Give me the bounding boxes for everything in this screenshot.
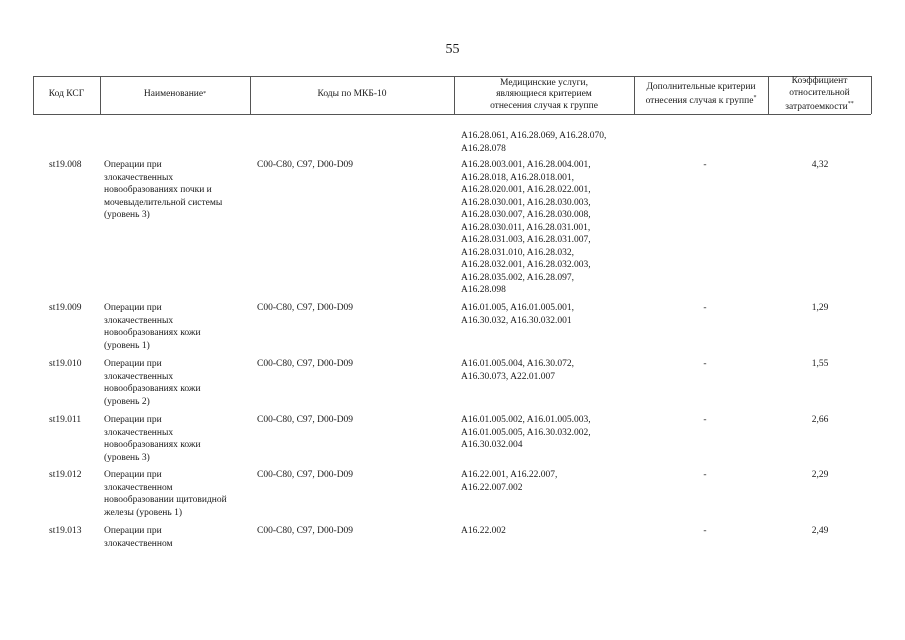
row-coefficient: 4,32 bbox=[811, 160, 829, 170]
row-name: Операции при злокачественных новообразованиях кожи (уровень 2) bbox=[104, 359, 201, 407]
row-extra-criteria: - bbox=[703, 160, 707, 170]
row-name: Операции при злокачественных новообразованиях почки и мочевыделительной системы (уровень 3) bbox=[104, 160, 223, 220]
table-header-bottom-rule bbox=[33, 114, 871, 115]
row-extra-criteria: - bbox=[703, 415, 707, 425]
row-services: A16.22.001, A16.22.007, A16.22.007.002 bbox=[461, 470, 558, 493]
row-code: st19.009 bbox=[49, 303, 82, 313]
row-name: Операции при злокачественных новообразованиях кожи (уровень 1) bbox=[104, 303, 201, 351]
row-services: A16.01.005.002, A16.01.005.003, A16.01.005.005, A16.30.032.002, A16.30.032.004 bbox=[461, 415, 591, 450]
page-number: 55 bbox=[445, 42, 460, 57]
row-services: A16.01.005.004, A16.30.072, A16.30.073, A22.01.007 bbox=[461, 359, 574, 382]
row-services: A16.01.005, A16.01.005.001, A16.30.032, A16.30.032.001 bbox=[461, 303, 574, 326]
row-extra-criteria: - bbox=[703, 303, 707, 313]
row-mkb-codes: C00-C80, C97, D00-D09 bbox=[257, 470, 354, 480]
row-name: Операции при злокачественных новообразованиях кожи (уровень 3) bbox=[104, 415, 201, 463]
row-coefficient: 1,29 bbox=[811, 303, 829, 313]
row-coefficient: 1,55 bbox=[811, 359, 829, 369]
continuation-services: A16.28.061, A16.28.069, A16.28.070, A16.28.078 bbox=[461, 131, 607, 154]
header-code: Код КСГ bbox=[48, 89, 85, 100]
header-extra-criteria: Дополнительные критерии отнесения случая к группе* bbox=[645, 81, 757, 107]
row-code: st19.008 bbox=[49, 160, 82, 170]
row-mkb-codes: C00-C80, C97, D00-D09 bbox=[257, 359, 354, 369]
row-mkb-codes: C00-C80, C97, D00-D09 bbox=[257, 415, 354, 425]
row-mkb-codes: C00-C80, C97, D00-D09 bbox=[257, 526, 354, 536]
row-extra-criteria: - bbox=[703, 470, 707, 480]
row-coefficient: 2,29 bbox=[811, 470, 829, 480]
header-name: Наименование * bbox=[143, 89, 207, 100]
row-extra-criteria: - bbox=[703, 526, 707, 536]
row-code: st19.010 bbox=[49, 359, 82, 369]
row-code: st19.011 bbox=[49, 415, 82, 425]
table-right-rule bbox=[871, 76, 872, 114]
row-coefficient: 2,49 bbox=[811, 526, 829, 536]
row-coefficient: 2,66 bbox=[811, 415, 829, 425]
row-name: Операции при злокачественном bbox=[104, 526, 173, 549]
row-name: Операции при злокачественном новообразовании щитовидной железы (уровень 1) bbox=[104, 470, 227, 518]
row-services: A16.22.002 bbox=[461, 526, 506, 536]
header-services: Медицинские услуги, являющиеся критерием отнесения случая к группе bbox=[490, 77, 598, 111]
row-mkb-codes: C00-C80, C97, D00-D09 bbox=[257, 303, 354, 313]
row-code: st19.013 bbox=[49, 526, 82, 536]
row-mkb-codes: C00-C80, C97, D00-D09 bbox=[257, 160, 354, 170]
row-extra-criteria: - bbox=[703, 359, 707, 369]
row-code: st19.012 bbox=[49, 470, 82, 480]
header-mkb: Коды по МКБ-10 bbox=[317, 89, 387, 100]
row-services: A16.28.003.001, A16.28.004.001, A16.28.018, A16.28.018.001, A16.28.020.001, A16.28.022.001, A16.28.030.001, A16.28.030.003, A16.28.030.007, A16.28.030.008, A16.28.030.011, A16.28.031.001, A16.28.031.003, A16.28.031.007, A16.28.031.010, A16.28.032, A16.28.032.001, A16.28.032.003, A16.28.035.002, A16.28.097, A16.28.098 bbox=[461, 160, 591, 295]
header-coefficient: Коэффициент относительной затратоемкости** bbox=[785, 76, 854, 113]
